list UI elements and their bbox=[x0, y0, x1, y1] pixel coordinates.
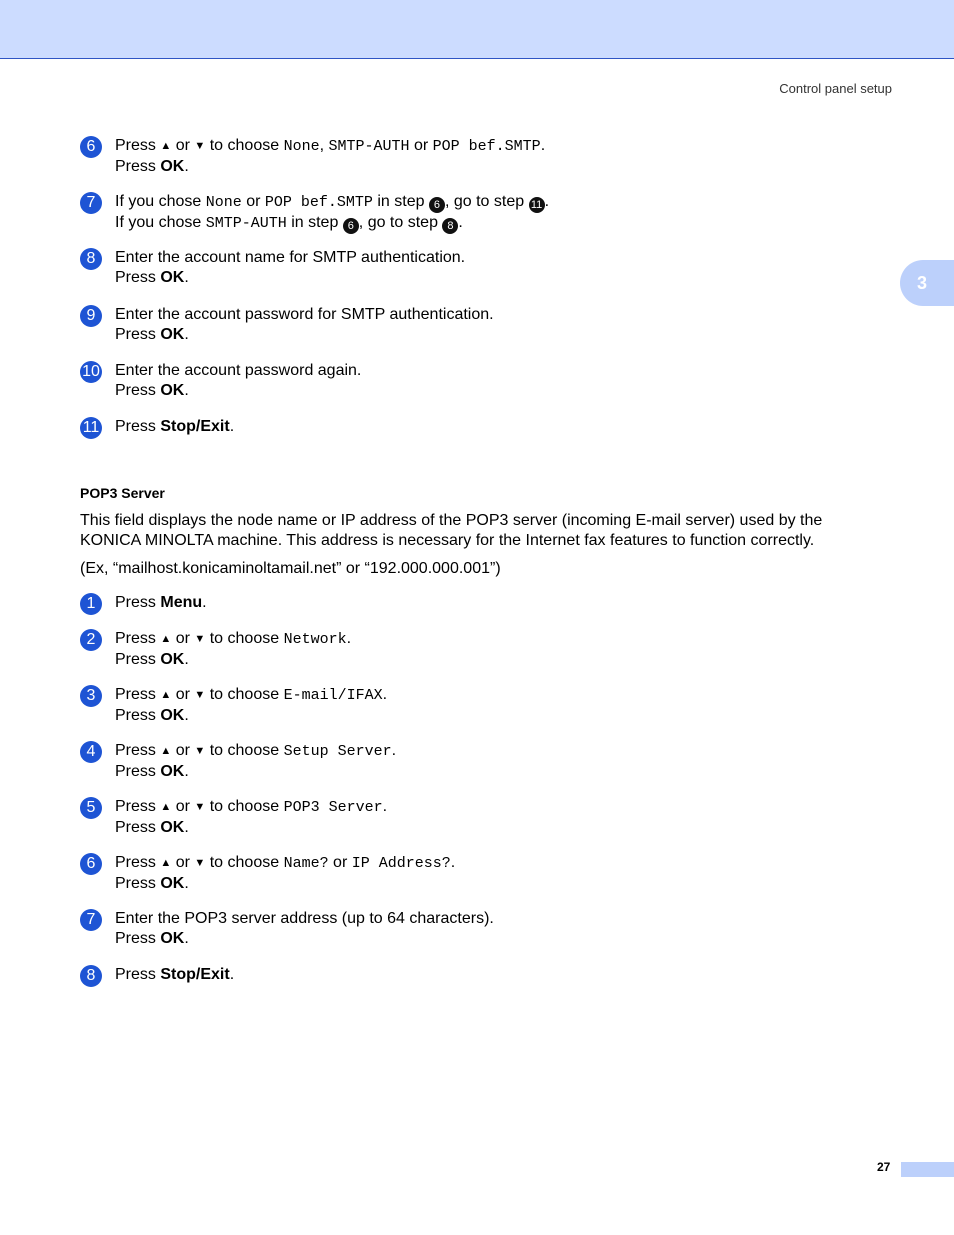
step-6-smtp-method: 6 Press ▲ or ▼ to choose None, SMTP-AUTH or POP bef.SMTP. Press OK. bbox=[80, 136, 880, 177]
step-number: 2 bbox=[80, 629, 102, 651]
down-arrow-icon: ▼ bbox=[194, 633, 206, 645]
pop3-step-5: 5 Press ▲ or ▼ to choose POP3 Server. Press OK. bbox=[80, 797, 880, 838]
up-arrow-icon: ▲ bbox=[160, 801, 172, 813]
ok-key: OK bbox=[160, 158, 185, 175]
ok-key: OK bbox=[160, 269, 185, 286]
option-none: None bbox=[283, 138, 320, 155]
footer-bar bbox=[901, 1162, 954, 1177]
step-number: 8 bbox=[80, 965, 102, 987]
step-7-branch: 7 If you chose None or POP bef.SMTP in step 6 , go to step 11 . If you chose SMTP-AUTH in step 6 , go to step 8 . bbox=[80, 192, 880, 234]
option-pop-bef-smtp: POP bef.SMTP bbox=[432, 138, 541, 155]
step-ref-icon: 6 bbox=[429, 197, 445, 213]
step-10-password-again: 10 Enter the account password again. Press OK. bbox=[80, 361, 880, 401]
down-arrow-icon: ▼ bbox=[194, 140, 206, 152]
pop3-step-8: 8 Press Stop/Exit. bbox=[80, 965, 880, 985]
running-title: Control panel setup bbox=[779, 81, 892, 96]
page-number: 27 bbox=[877, 1160, 891, 1174]
up-arrow-icon: ▲ bbox=[160, 140, 172, 152]
step-number: 7 bbox=[80, 909, 102, 931]
option-smtp-auth: SMTP-AUTH bbox=[328, 138, 410, 155]
step-number: 11 bbox=[80, 417, 102, 439]
pop3-step-2: 2 Press ▲ or ▼ to choose Network. Press OK. bbox=[80, 629, 880, 670]
ok-key: OK bbox=[160, 382, 185, 399]
stop-exit-key: Stop/Exit bbox=[160, 418, 230, 435]
step-11-stop-exit: 11 Press Stop/Exit. bbox=[80, 417, 880, 437]
ok-key: OK bbox=[160, 651, 185, 668]
chapter-number: 3 bbox=[917, 272, 928, 293]
step-number: 6 bbox=[80, 853, 102, 875]
step-number: 3 bbox=[80, 685, 102, 707]
step-number: 9 bbox=[80, 305, 102, 327]
down-arrow-icon: ▼ bbox=[194, 689, 206, 701]
menu-key: Menu bbox=[160, 594, 203, 611]
step-number: 8 bbox=[80, 248, 102, 270]
down-arrow-icon: ▼ bbox=[194, 801, 206, 813]
ok-key: OK bbox=[160, 326, 185, 343]
up-arrow-icon: ▲ bbox=[160, 745, 172, 757]
stop-exit-key: Stop/Exit bbox=[160, 966, 230, 983]
pop3-description: This field displays the node name or IP address of the POP3 server (incoming E-mail server) used by the KONICA MINOLTA machine. This address is necessary for the Internet fax features to function correctly. bbox=[80, 512, 823, 549]
step-number: 5 bbox=[80, 797, 102, 819]
step-number: 10 bbox=[80, 361, 102, 383]
step-ref-icon: 8 bbox=[442, 218, 458, 234]
step-number: 7 bbox=[80, 192, 102, 214]
down-arrow-icon: ▼ bbox=[194, 857, 206, 869]
step-ref-icon: 6 bbox=[343, 218, 359, 234]
ok-key: OK bbox=[160, 930, 185, 947]
up-arrow-icon: ▲ bbox=[160, 633, 172, 645]
ok-key: OK bbox=[160, 763, 185, 780]
up-arrow-icon: ▲ bbox=[160, 689, 172, 701]
ok-key: OK bbox=[160, 875, 185, 892]
step-number: 4 bbox=[80, 741, 102, 763]
pop3-step-7: 7 Enter the POP3 server address (up to 64 characters). Press OK. bbox=[80, 909, 880, 949]
step-number: 6 bbox=[80, 136, 102, 158]
step-number: 1 bbox=[80, 593, 102, 615]
section-heading-pop3: POP3 Server bbox=[80, 485, 165, 501]
pop3-step-4: 4 Press ▲ or ▼ to choose Setup Server. Press OK. bbox=[80, 741, 880, 782]
down-arrow-icon: ▼ bbox=[194, 745, 206, 757]
ok-key: OK bbox=[160, 819, 185, 836]
chapter-tab bbox=[900, 260, 954, 306]
step-8-account-name: 8 Enter the account name for SMTP authentication. Press OK. bbox=[80, 248, 880, 288]
pop3-step-1: 1 Press Menu. bbox=[80, 593, 880, 613]
step-9-account-password: 9 Enter the account password for SMTP authentication. Press OK. bbox=[80, 305, 880, 345]
pop3-step-6: 6 Press ▲ or ▼ to choose Name? or IP Address?. Press OK. bbox=[80, 853, 880, 894]
pop3-example: (Ex, “mailhost.konicaminoltamail.net” or “192.000.000.001”) bbox=[80, 560, 501, 577]
header-band bbox=[0, 0, 954, 59]
pop3-step-3: 3 Press ▲ or ▼ to choose E-mail/IFAX. Press OK. bbox=[80, 685, 880, 726]
step-ref-icon: 11 bbox=[529, 197, 545, 213]
up-arrow-icon: ▲ bbox=[160, 857, 172, 869]
ok-key: OK bbox=[160, 707, 185, 724]
